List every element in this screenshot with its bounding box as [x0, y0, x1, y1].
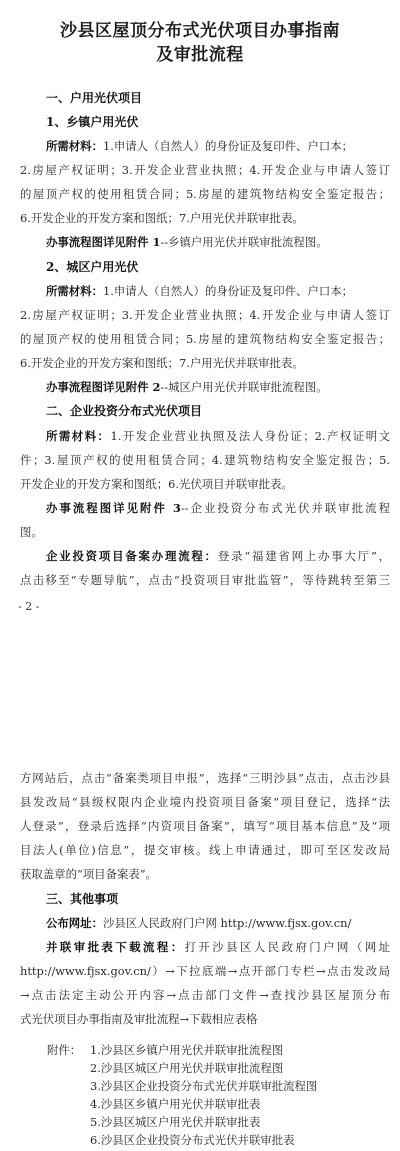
materials-line: 6.开发企业的开发方案和图纸；7.户用光伏并联审批表。: [20, 356, 304, 370]
record-process-text: 获取盖章的“项目备案表”。: [20, 867, 157, 881]
materials-paragraph-2: [46, 283, 390, 299]
document-title-line1: 沙县区屋顶分布式光伏项目办事指南: [60, 21, 340, 41]
flowchart-reference-text: --乡镇户用光伏并联审批流程图。: [160, 235, 328, 249]
record-process-text: 目法人(单位)信息”，提交审核。线上申请通过，即可至区发改局: [20, 843, 390, 857]
materials-line: 2.房屋产权证明；3.开发企业营业执照；4.开发企业与申请人签订: [20, 163, 390, 177]
materials-line: 1.申请人（自然人）的身份证及复印件、户口本；: [102, 284, 354, 298]
website-text: 沙县区人民政府门户网 http://www.fjsx.gov.cn/: [102, 916, 352, 930]
subsection-heading-urban: 2、城区户用光伏: [46, 260, 139, 274]
materials-line: 1.申请人（自然人）的身份证及复印件、户口本；: [102, 139, 354, 153]
website-label: 公布网址：: [46, 916, 103, 930]
attachment-item: 1.沙县区乡镇户用光伏并联审批流程图: [90, 1043, 284, 1057]
download-process-text: 式光伏项目办事指南及审批流程→下载相应表格: [20, 1012, 258, 1026]
download-process-paragraph: [46, 939, 390, 955]
attachments-label: 附件：: [47, 1043, 82, 1057]
section-heading-household-pv: 一、户用光伏项目: [46, 91, 143, 105]
materials-paragraph-3: [46, 428, 390, 444]
download-process-text: 打开沙县区人民政府门户网（网址: [184, 940, 390, 954]
download-process-label: 并联审批表下载流程：: [46, 940, 185, 954]
materials-paragraph-1: [46, 138, 390, 154]
flowchart-reference-label: 办事流程图详见附件 3: [46, 501, 181, 515]
subsection-heading-township: 1、乡镇户用光伏: [46, 115, 139, 129]
flowchart-reference-label: 办事流程图详见附件 1: [46, 235, 161, 249]
record-process-paragraph: [46, 548, 390, 564]
download-process-text: http://www.fjsx.gov.cn/）→下拉底端→点开部门专栏→点击发改局: [20, 964, 390, 978]
materials-line: 开发企业的开发方案和图纸；6.光伏项目并联审批表。: [20, 477, 293, 491]
materials-line: 件；3.屋顶产权的使用租赁合同；4.建筑物结构安全鉴定报告；5.: [20, 453, 390, 467]
attachment-item: 3.沙县区企业投资分布式光伏并联审批流程图: [90, 1079, 318, 1093]
materials-label: 所需材料：: [46, 429, 111, 443]
record-process-text: 点击移至“专题导航”，点击“投资项目审批监管”，等待跳转至第三: [20, 573, 390, 587]
attachment-item: 6.沙县区企业投资分布式光伏并联审批表: [90, 1133, 295, 1147]
document-title-line2: 及审批流程: [156, 45, 244, 65]
flowchart-reference-3: [46, 500, 390, 516]
record-process-text: 登录“福建省网上办事大厅”，: [217, 549, 390, 563]
flowchart-reference-1: [46, 234, 390, 250]
attachment-item: 4.沙县区乡镇户用光伏并联审批表: [90, 1097, 261, 1111]
materials-label: 所需材料：: [46, 284, 103, 298]
download-process-text: →点击法定主动公开内容→点击部门文件→查找沙县区屋顶分布: [20, 988, 390, 1002]
record-process-text: 方网站后，点击“备案类项目申报”，选择“三明沙县”点击，点击沙县: [20, 771, 390, 785]
attachment-item: 5.沙县区城区户用光伏并联审批表: [90, 1115, 261, 1129]
flowchart-reference-text: --城区户用光伏并联审批流程图。: [160, 380, 328, 394]
section-heading-enterprise-pv: 二、企业投资分布式光伏项目: [46, 404, 203, 418]
flowchart-reference-2: [46, 379, 390, 395]
flowchart-reference-text: --企业投资分布式光伏并联审批流程: [180, 501, 390, 515]
materials-line: 的屋顶产权的使用租赁合同；5.房屋的建筑物结构安全鉴定报告；: [20, 332, 390, 346]
flowchart-reference-text: 图。: [20, 525, 43, 539]
materials-label: 所需材料：: [46, 139, 103, 153]
page-number: - 2 -: [18, 600, 40, 613]
record-process-text: 人登录”，登录后选择“内资项目备案”，填写“项目基本信息”及“项: [20, 819, 390, 833]
materials-line: 的屋顶产权的使用租赁合同；5.房屋的建筑物结构安全鉴定报告；: [20, 187, 390, 201]
record-process-text: 县发改局“县级权限内企业境内投资项目备案”项目登记，选择“法: [20, 795, 390, 809]
flowchart-reference-label: 办事流程图详见附件 2: [46, 380, 161, 394]
record-process-label: 企业投资项目备案办理流程：: [46, 549, 218, 563]
section-heading-other-matters: 三、其他事项: [46, 892, 119, 906]
website-paragraph: [46, 915, 390, 931]
materials-line: 6.开发企业的开发方案和图纸；7.户用光伏并联审批表。: [20, 211, 304, 225]
materials-line: 1.开发企业营业执照及法人身份证；2.产权证明文: [110, 429, 390, 443]
materials-line: 2.房屋产权证明；3.开发企业营业执照；4.开发企业与申请人签订: [20, 308, 390, 322]
attachment-item: 2.沙县区城区户用光伏并联审批流程图: [90, 1061, 284, 1075]
